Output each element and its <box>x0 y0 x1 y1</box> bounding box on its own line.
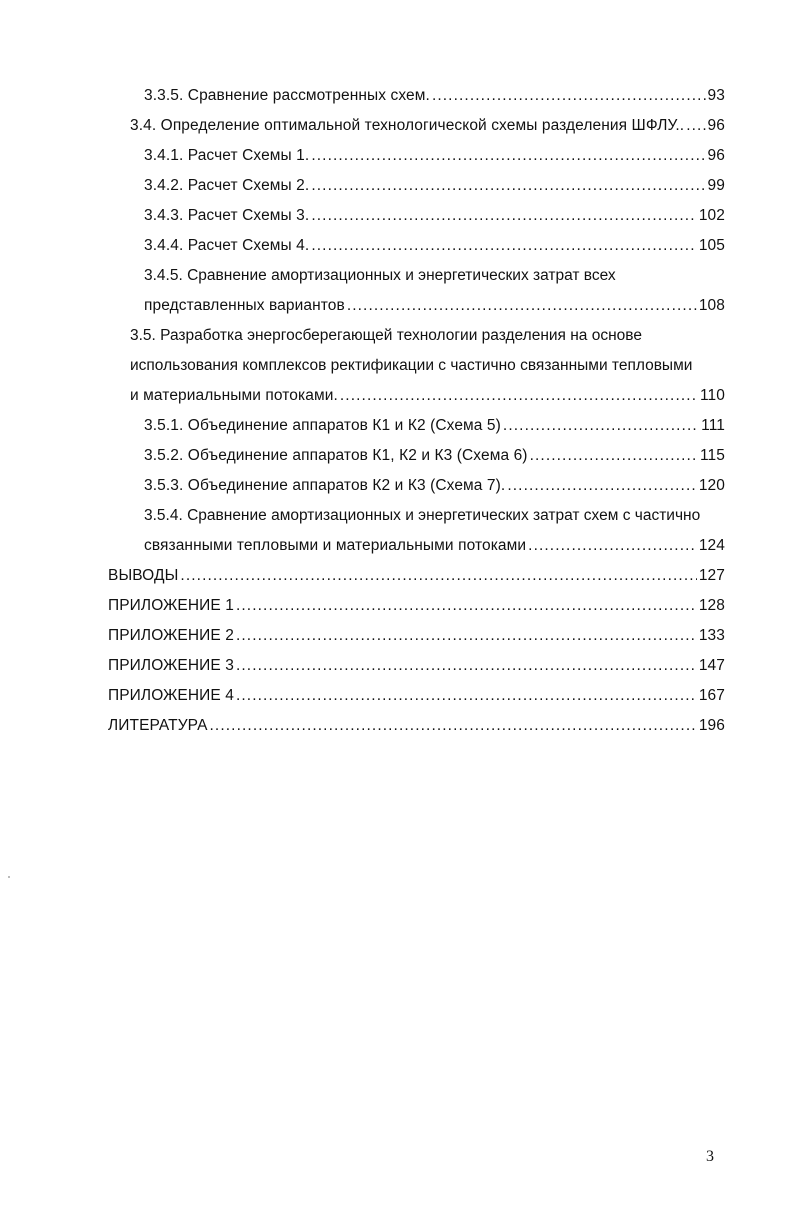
dot-leader <box>236 681 697 711</box>
toc-entry-title-line: 3.5.4. Сравнение амортизационных и энергетических затрат схем с частично <box>144 507 701 524</box>
toc-entry-page: 111 <box>701 417 725 434</box>
toc-entry-3-4 <box>130 111 725 141</box>
toc-entry-title: ПРИЛОЖЕНИЕ 3 <box>108 657 234 674</box>
dot-leader <box>180 561 696 591</box>
toc-entry-page: 196 <box>698 717 725 734</box>
toc-entry-title-line: 3.4.5. Сравнение амортизационных и энергетических затрат всех <box>144 267 616 284</box>
toc-entry-title: 3.4. Определение оптимальной технологической схемы разделения ШФЛУ.. <box>130 117 685 134</box>
dot-leader <box>210 711 697 741</box>
toc-entry-conclusions <box>108 561 725 591</box>
dot-leader <box>311 141 705 171</box>
toc-entry-3-4-3 <box>144 201 725 231</box>
toc-entry-page: 124 <box>698 537 725 554</box>
dot-leader <box>236 621 697 651</box>
toc-entry-page: 96 <box>707 147 725 164</box>
toc-entry-3-4-5 <box>144 291 725 321</box>
dot-leader <box>311 171 705 201</box>
toc-entry-title: ПРИЛОЖЕНИЕ 4 <box>108 687 234 704</box>
toc-entry-title: 3.5.3. Объединение аппаратов К2 и К3 (Схема 7). <box>144 477 506 494</box>
toc-entry-appendix-4 <box>108 681 725 711</box>
toc-entry-title: 3.4.1. Расчет Схемы 1. <box>144 147 310 164</box>
toc-entry-3-5-3 <box>144 471 725 501</box>
dot-leader <box>503 411 699 441</box>
toc-entry-appendix-2 <box>108 621 725 651</box>
toc-entry-references <box>108 711 725 741</box>
toc-entry-title: и материальными потоками. <box>130 387 338 404</box>
toc-entry-3-5 <box>130 381 725 411</box>
toc-entry-page: 93 <box>707 87 725 104</box>
dot-leader <box>347 291 697 321</box>
toc-entry-page: 127 <box>698 567 725 584</box>
toc-entry-title: 3.3.5. Сравнение рассмотренных схем. <box>144 87 430 104</box>
toc-entry-title: ПРИЛОЖЕНИЕ 2 <box>108 627 234 644</box>
toc-entry-title-line: 3.5. Разработка энергосберегающей технологии разделения на основе <box>130 327 642 344</box>
toc-entry-title: 3.5.2. Объединение аппаратов К1, К2 и К3 (Схема 6) <box>144 447 528 464</box>
toc-entry-title: 3.4.4. Расчет Схемы 4. <box>144 237 310 254</box>
toc-entry-3-5-4 <box>144 531 725 561</box>
toc-entry-page: 99 <box>707 177 725 194</box>
toc-entry-title: связанными тепловыми и материальными потоками <box>144 537 527 554</box>
page-number: 3 <box>706 1148 714 1165</box>
toc-entry-title: ЛИТЕРАТУРА <box>108 717 208 734</box>
toc-entry-page: 102 <box>698 207 725 224</box>
toc-entry-page: 96 <box>707 117 725 134</box>
dot-leader <box>311 231 697 261</box>
toc-entry-page: 147 <box>698 657 725 674</box>
toc-entry-3-3-5 <box>144 81 725 111</box>
dot-leader <box>507 471 697 501</box>
toc-entry-appendix-3 <box>108 651 725 681</box>
scan-speck <box>8 876 10 878</box>
toc-entry-title: 3.5.1. Объединение аппаратов К1 и К2 (Схема 5) <box>144 417 501 434</box>
dot-leader <box>340 381 698 411</box>
toc-entry-title: представленных вариантов <box>144 297 345 314</box>
toc-entry-page: 115 <box>699 447 725 464</box>
toc-entry-page: 128 <box>698 597 725 614</box>
toc-entry-3-4-1 <box>144 141 725 171</box>
toc-entry-title: 3.4.2. Расчет Схемы 2. <box>144 177 310 194</box>
dot-leader <box>528 531 697 561</box>
dot-leader <box>530 441 698 471</box>
toc-entry-3-5-1 <box>144 411 725 441</box>
dot-leader <box>686 111 705 141</box>
toc-entry-appendix-1 <box>108 591 725 621</box>
dot-leader <box>432 81 706 111</box>
toc-entry-page: 133 <box>698 627 725 644</box>
toc-entry-3-5-2 <box>144 441 725 471</box>
toc-entry-page: 108 <box>698 297 725 314</box>
toc-entry-page: 110 <box>699 387 725 404</box>
toc-entry-page: 120 <box>698 477 725 494</box>
dot-leader <box>236 591 697 621</box>
dot-leader <box>236 651 697 681</box>
toc-entry-3-4-2 <box>144 171 725 201</box>
toc-entry-page: 167 <box>698 687 725 704</box>
toc-entry-title-line: использования комплексов ректификации с частично связанными тепловыми <box>130 357 693 374</box>
dot-leader <box>311 201 697 231</box>
toc-entry-title: ВЫВОДЫ <box>108 567 179 584</box>
toc-entry-page: 105 <box>698 237 725 254</box>
toc-entry-3-4-4 <box>144 231 725 261</box>
toc-entry-title: ПРИЛОЖЕНИЕ 1 <box>108 597 234 614</box>
toc-entry-title: 3.4.3. Расчет Схемы 3. <box>144 207 310 224</box>
